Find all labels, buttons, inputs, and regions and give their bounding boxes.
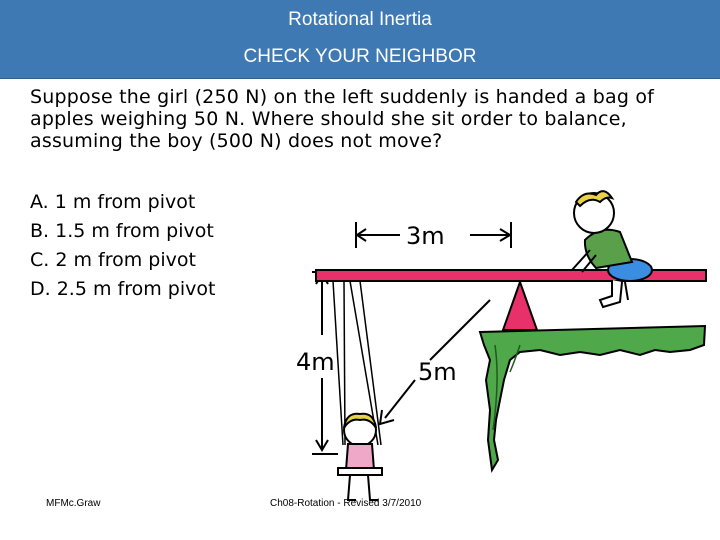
seesaw-illustration [270, 185, 720, 515]
slide-header [0, 0, 720, 79]
pivot-fulcrum [503, 282, 537, 330]
boy-figure [572, 191, 652, 307]
slide-subtitle: CHECK YOUR NEIGHBOR [243, 46, 477, 67]
footer-author: MFMc.Graw [46, 498, 101, 509]
label-5m: 5m [418, 358, 457, 386]
cliff [480, 326, 705, 470]
slide-title: Rotational Inertia [288, 9, 432, 30]
label-4m: 4m [296, 348, 335, 376]
option-a: A. 1 m from pivot [30, 191, 196, 213]
footer-course: Ch08-Rotation - Revised 3/7/2010 [270, 498, 422, 509]
girl-figure [338, 414, 382, 500]
question-text: Suppose the girl (250 N) on the left suddenly is handed a bag of apples weighing 50 N. Where should she sit order to balance, assuming the boy (500 N) does not move? [30, 86, 655, 152]
option-b: B. 1.5 m from pivot [30, 220, 214, 242]
label-3m: 3m [406, 222, 445, 250]
option-c: C. 2 m from pivot [30, 249, 196, 271]
answer-options [30, 188, 215, 304]
option-d: D. 2.5 m from pivot [30, 278, 216, 300]
